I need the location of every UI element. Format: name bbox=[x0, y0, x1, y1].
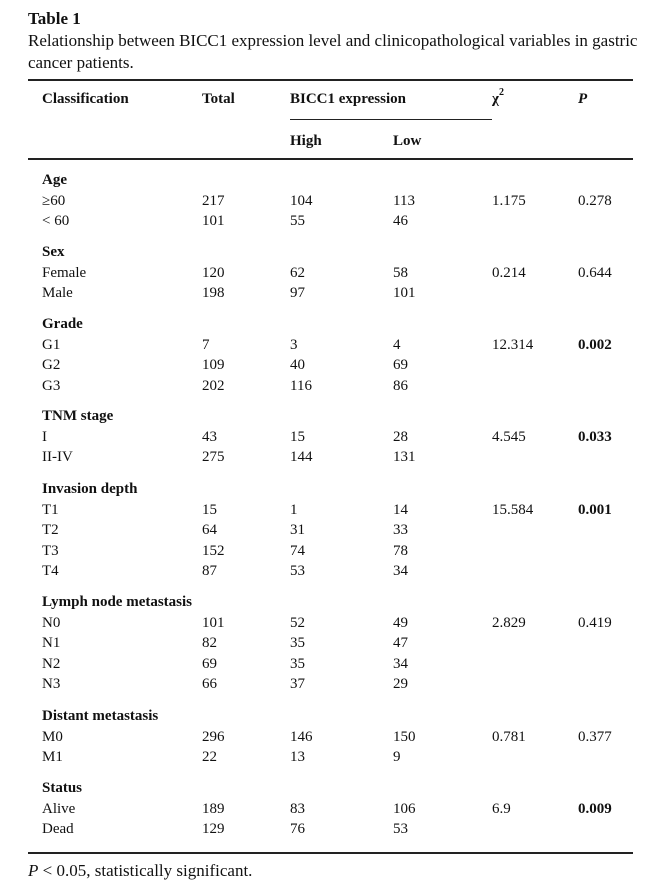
total-cell: 109 bbox=[202, 357, 225, 374]
total-cell: 66 bbox=[202, 676, 217, 693]
low-cell: 53 bbox=[393, 821, 408, 838]
bottom-rule bbox=[28, 852, 633, 854]
low-cell: 29 bbox=[393, 676, 408, 693]
row-label: Female bbox=[42, 264, 87, 281]
p-value: 0.419 bbox=[578, 614, 612, 631]
high-cell: 97 bbox=[290, 285, 305, 302]
chi-symbol: χ bbox=[492, 91, 499, 107]
row-label: G2 bbox=[42, 357, 61, 374]
high-cell: 116 bbox=[290, 377, 312, 394]
row-label: G3 bbox=[42, 377, 61, 394]
low-cell: 69 bbox=[393, 357, 408, 374]
low-cell: 101 bbox=[393, 285, 416, 302]
total-cell: 217 bbox=[202, 192, 225, 209]
high-cell: 53 bbox=[290, 563, 305, 580]
low-cell: 34 bbox=[393, 655, 408, 672]
high-cell: 52 bbox=[290, 614, 305, 631]
total-cell: 129 bbox=[202, 821, 225, 838]
chi-square-value: 0.781 bbox=[492, 728, 526, 745]
low-cell: 47 bbox=[393, 635, 408, 652]
high-cell: 40 bbox=[290, 357, 305, 374]
p-value: 0.377 bbox=[578, 728, 612, 745]
header-chi-square bbox=[492, 89, 504, 109]
row-label: M1 bbox=[42, 749, 63, 766]
row-label: < 60 bbox=[42, 213, 70, 230]
low-cell: 28 bbox=[393, 428, 408, 445]
row-label: G1 bbox=[42, 336, 61, 353]
high-cell: 62 bbox=[290, 264, 305, 281]
high-cell: 37 bbox=[290, 676, 305, 693]
low-cell: 46 bbox=[393, 213, 408, 230]
total-cell: 275 bbox=[202, 449, 225, 466]
group-title: Distant metastasis bbox=[42, 708, 159, 724]
footnote-text: < 0.05, statistically significant. bbox=[38, 861, 253, 880]
group-title: Status bbox=[42, 780, 83, 796]
row-label: II-IV bbox=[42, 449, 73, 466]
total-cell: 69 bbox=[202, 655, 217, 672]
high-cell: 15 bbox=[290, 428, 305, 445]
total-cell: 101 bbox=[202, 213, 225, 230]
group-title: Lymph node metastasis bbox=[42, 594, 193, 610]
high-cell: 146 bbox=[290, 728, 313, 745]
low-cell: 131 bbox=[393, 449, 416, 466]
high-cell: 83 bbox=[290, 800, 305, 817]
chi-square-value: 4.545 bbox=[492, 428, 526, 445]
total-cell: 82 bbox=[202, 635, 217, 652]
total-cell: 152 bbox=[202, 542, 225, 559]
high-cell: 31 bbox=[290, 522, 305, 539]
chi-square-value: 15.584 bbox=[492, 501, 534, 518]
chi-square-value: 0.214 bbox=[492, 264, 526, 281]
low-cell: 58 bbox=[393, 264, 408, 281]
chi-superscript: 2 bbox=[498, 87, 504, 98]
expression-subrule bbox=[290, 119, 492, 120]
total-cell: 198 bbox=[202, 285, 225, 302]
footnote-p-symbol: P bbox=[28, 861, 39, 880]
header-high: High bbox=[290, 133, 322, 149]
high-cell: 35 bbox=[290, 635, 305, 652]
chi-square-value: 2.829 bbox=[492, 614, 526, 631]
row-label: N3 bbox=[42, 676, 61, 693]
header-classification: Classification bbox=[42, 91, 129, 107]
low-cell: 49 bbox=[393, 614, 408, 631]
group-title: Invasion depth bbox=[42, 481, 138, 497]
total-cell: 7 bbox=[202, 336, 210, 353]
low-cell: 86 bbox=[393, 377, 408, 394]
header-bottom-rule bbox=[28, 158, 633, 160]
high-cell: 55 bbox=[290, 213, 305, 230]
header-p-value: P bbox=[578, 91, 588, 107]
total-cell: 64 bbox=[202, 522, 217, 539]
low-cell: 33 bbox=[393, 522, 408, 539]
group-title: TNM stage bbox=[42, 408, 114, 424]
group-title: Grade bbox=[42, 316, 83, 332]
chi-square-value: 12.314 bbox=[492, 336, 534, 353]
low-cell: 150 bbox=[393, 728, 416, 745]
row-label: I bbox=[42, 428, 47, 445]
row-label: N1 bbox=[42, 635, 61, 652]
row-label: Dead bbox=[42, 821, 74, 838]
row-label: N0 bbox=[42, 614, 61, 631]
table-caption bbox=[28, 8, 638, 74]
low-cell: 4 bbox=[393, 336, 401, 353]
high-cell: 13 bbox=[290, 749, 305, 766]
p-value: 0.278 bbox=[578, 192, 612, 209]
high-cell: 1 bbox=[290, 501, 298, 518]
low-cell: 14 bbox=[393, 501, 408, 518]
row-label: T1 bbox=[42, 501, 59, 518]
total-cell: 43 bbox=[202, 428, 217, 445]
total-cell: 202 bbox=[202, 377, 225, 394]
row-label: N2 bbox=[42, 655, 61, 672]
total-cell: 87 bbox=[202, 563, 217, 580]
p-value: 0.644 bbox=[578, 264, 612, 281]
high-cell: 104 bbox=[290, 192, 313, 209]
row-label: Male bbox=[42, 285, 73, 302]
low-cell: 113 bbox=[393, 192, 415, 209]
p-value: 0.009 bbox=[578, 800, 612, 817]
total-cell: 15 bbox=[202, 501, 217, 518]
header-low: Low bbox=[393, 133, 422, 149]
group-title: Age bbox=[42, 172, 67, 188]
header-bicc1-expression: BICC1 expression bbox=[290, 91, 406, 107]
high-cell: 35 bbox=[290, 655, 305, 672]
low-cell: 34 bbox=[393, 563, 408, 580]
high-cell: 3 bbox=[290, 336, 298, 353]
high-cell: 144 bbox=[290, 449, 313, 466]
total-cell: 189 bbox=[202, 800, 225, 817]
table-description: Relationship between BICC1 expression level and clinicopathological variables in gastric cancer patients. bbox=[28, 31, 638, 72]
low-cell: 78 bbox=[393, 542, 408, 559]
row-label: Alive bbox=[42, 800, 76, 817]
group-title: Sex bbox=[42, 244, 65, 260]
p-value: 0.001 bbox=[578, 501, 612, 518]
row-label: M0 bbox=[42, 728, 63, 745]
row-label: ≥60 bbox=[42, 192, 66, 209]
total-cell: 101 bbox=[202, 614, 225, 631]
chi-square-value: 1.175 bbox=[492, 192, 526, 209]
p-value: 0.033 bbox=[578, 428, 612, 445]
row-label: T4 bbox=[42, 563, 59, 580]
row-label: T3 bbox=[42, 542, 59, 559]
high-cell: 76 bbox=[290, 821, 305, 838]
high-cell: 74 bbox=[290, 542, 305, 559]
total-cell: 22 bbox=[202, 749, 217, 766]
total-cell: 120 bbox=[202, 264, 225, 281]
chi-square-value: 6.9 bbox=[492, 800, 511, 817]
table-footnote bbox=[28, 860, 252, 882]
top-rule bbox=[28, 79, 633, 81]
low-cell: 9 bbox=[393, 749, 401, 766]
low-cell: 106 bbox=[393, 800, 416, 817]
header-total: Total bbox=[202, 91, 235, 107]
p-value: 0.002 bbox=[578, 336, 612, 353]
row-label: T2 bbox=[42, 522, 59, 539]
table-label: Table 1 bbox=[28, 9, 81, 28]
total-cell: 296 bbox=[202, 728, 225, 745]
